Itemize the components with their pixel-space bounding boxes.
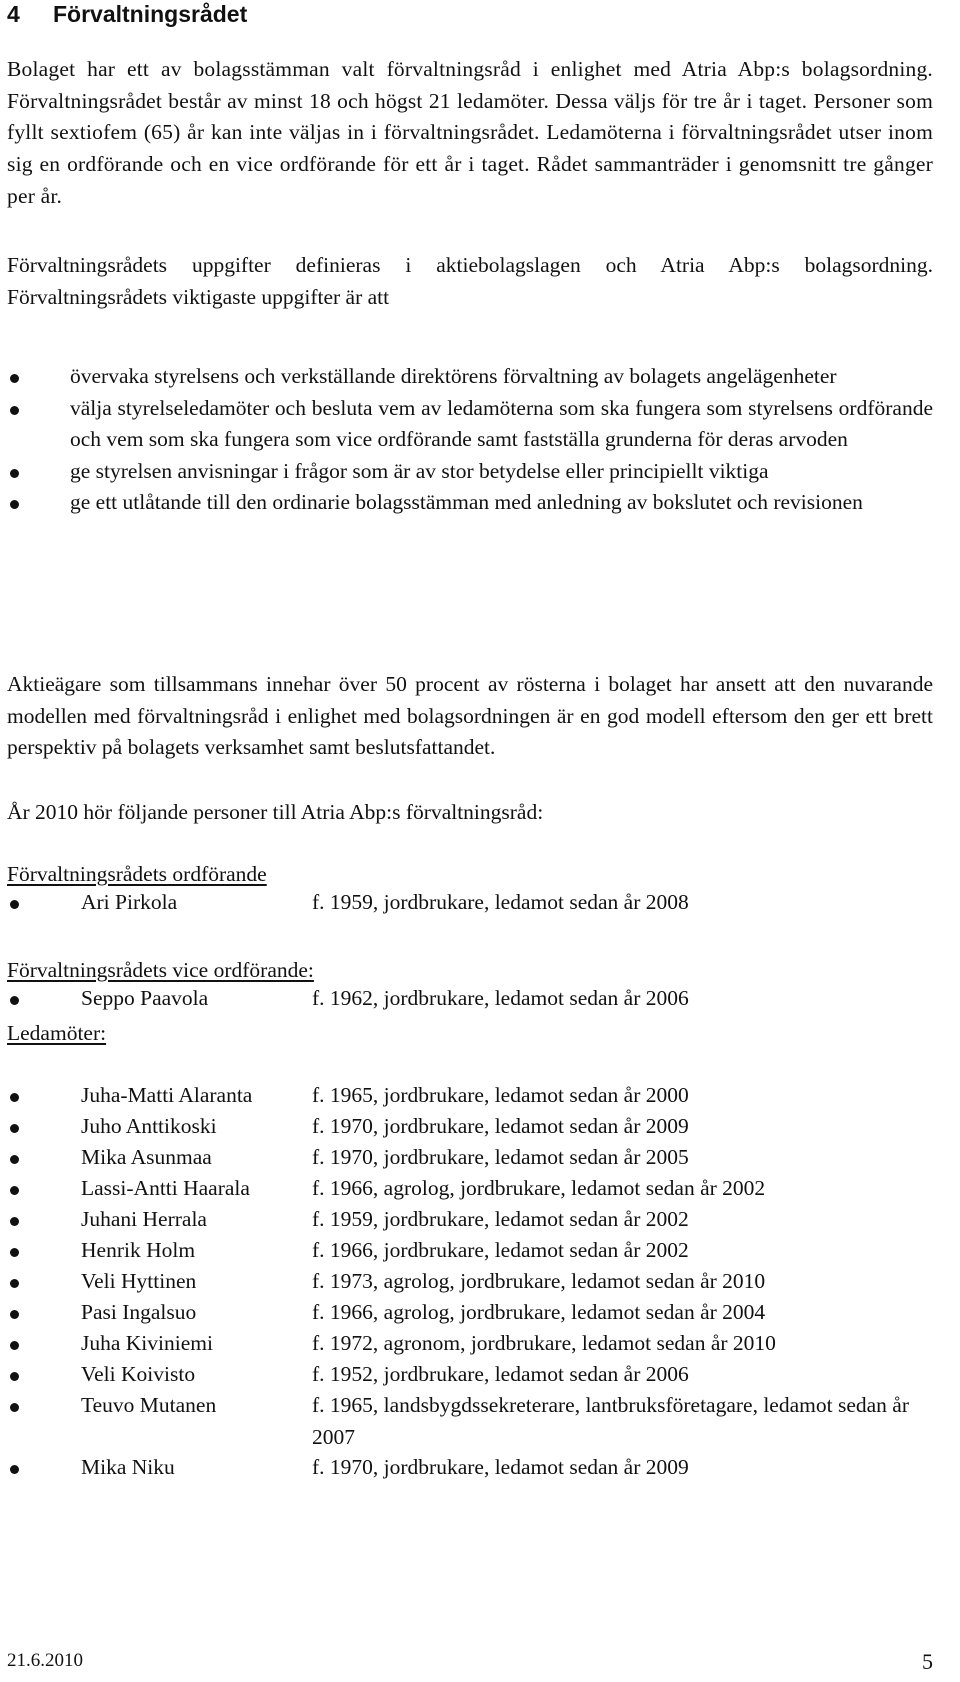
bullet-icon [10,1155,19,1164]
person-name: Veli Hyttinen [81,1269,197,1293]
person-description: f. 1966, jordbrukare, ledamot sedan år 2002 [312,1238,689,1262]
duties-list [7,361,933,519]
person-name: Ari Pirkola [81,890,178,914]
person-description: f. 1966, agrolog, jordbrukare, ledamot sedan år 2002 [312,1176,766,1200]
member-row [7,1266,933,1298]
bullet-icon [10,1124,19,1133]
bullet-icon [10,1248,19,1257]
paragraph-members-intro: År 2010 hör följande personer till Atria Abp:s förvaltningsråd: [7,800,544,824]
member-row [7,1328,933,1360]
member-row [7,1359,933,1391]
member-row [7,1142,933,1174]
person-name: Juho Anttikoski [81,1114,217,1138]
chair-heading: Förvaltningsrådets ordförande [7,862,267,886]
member-row [7,1111,933,1143]
member-row [7,1390,933,1454]
person-name: Mika Niku [81,1455,175,1479]
section-heading [7,0,247,28]
bullet-icon [10,1341,19,1350]
person-description: f. 1972, agronom, jordbrukare, ledamot sedan år 2010 [312,1331,776,1355]
footer-date: 21.6.2010 [7,1650,83,1671]
bullet-icon [10,1279,19,1288]
person-description: f. 1959, jordbrukare, ledamot sedan år 2008 [312,890,689,914]
page-number: 5 [922,1649,933,1674]
section-number: 4 [7,1,20,27]
member-row [7,1204,933,1236]
bullet-icon [10,1403,19,1412]
person-description: f. 1959, jordbrukare, ledamot sedan år 2002 [312,1207,689,1231]
members-heading: Ledamöter: [7,1021,107,1045]
paragraph-board-composition: Bolaget har ett av bolagsstämman valt förvaltningsråd i enlighet med Atria Abp:s bolagsordning. Förvaltningsrådet består av minst 18 och högst 21 ledamöter. Dessa väljs för tre år i taget. Personer som fyllt sextiofem (65) år kan inte väljas in i förvaltningsrådet. Ledamöterna i förvaltningsrådet utser inom sig en ordförande och en vice ordförande för ett år i taget. Rådet sammanträder i genomsnitt tre gånger per år. [7,57,933,208]
member-row [7,1235,933,1267]
person-name: Juhani Herrala [81,1207,207,1231]
list-item: ge styrelsen anvisningar i frågor som är av stor betydelse eller principiellt viktiga [7,456,933,488]
person-name: Lassi-Antti Haarala [81,1176,250,1200]
person-name: Veli Koivisto [81,1362,196,1386]
person-description: f. 1966, agrolog, jordbrukare, ledamot sedan år 2004 [312,1300,766,1324]
vice-chair-row [7,983,933,1015]
bullet-icon [10,996,19,1005]
person-description: f. 1973, agrolog, jordbrukare, ledamot sedan år 2010 [312,1269,766,1293]
section-title: Förvaltningsrådet [53,1,248,27]
paragraph-shareholders: Aktieägare som tillsammans innehar över 50 procent av rösterna i bolaget har ansett att den nuvarande modellen med förvaltningsråd i enlighet med bolagsordningen är en god modell eftersom den ger ett brett perspektiv på bolagets verksamhet samt beslutsfattandet. [7,672,933,760]
member-row [7,1452,933,1484]
person-description: f. 1970, jordbrukare, ledamot sedan år 2009 [312,1114,689,1138]
person-name: Seppo Paavola [81,986,209,1010]
bullet-icon [10,1093,19,1102]
person-name: Juha Kiviniemi [81,1331,213,1355]
person-description: f. 1970, jordbrukare, ledamot sedan år 2009 [312,1455,689,1479]
person-name: Pasi Ingalsuo [81,1300,197,1324]
bullet-icon [10,1372,19,1381]
paragraph-duties-intro: Förvaltningsrådets uppgifter definieras i aktiebolagslagen och Atria Abp:s bolagsordning. Förvaltningsrådets viktigaste uppgifter är att [7,253,933,309]
person-description: f. 1965, jordbrukare, ledamot sedan år 2000 [312,1083,689,1107]
person-description: f. 1965, landsbygdssekreterare, lantbruksföretagare, ledamot sedan år 2007 [312,1393,909,1449]
member-row [7,1080,933,1112]
chair-row [7,887,933,919]
vice-chair-heading: Förvaltningsrådets vice ordförande: [7,958,314,982]
member-row [7,1297,933,1329]
person-name: Mika Asunmaa [81,1145,212,1169]
list-item: ge ett utlåtande till den ordinarie bolagsstämman med anledning av bokslutet och revisionen [7,487,933,519]
member-row [7,1173,933,1205]
person-name: Teuvo Mutanen [81,1393,217,1417]
bullet-icon [10,1310,19,1319]
person-description: f. 1952, jordbrukare, ledamot sedan år 2006 [312,1362,689,1386]
bullet-icon [10,1186,19,1195]
person-name: Henrik Holm [81,1238,196,1262]
person-description: f. 1962, jordbrukare, ledamot sedan år 2006 [312,986,689,1010]
bullet-icon [10,1465,19,1474]
list-item: välja styrelseledamöter och besluta vem av ledamöterna som ska fungera som styrelsens ordförande och vem som ska fungera som vice ordförande samt fastställa grunderna för deras arvoden [7,393,933,456]
bullet-icon [10,900,19,909]
person-description: f. 1970, jordbrukare, ledamot sedan år 2005 [312,1145,689,1169]
list-item: övervaka styrelsens och verkställande direktörens förvaltning av bolagets angelägenheter [7,361,933,393]
bullet-icon [10,1217,19,1226]
person-name: Juha-Matti Alaranta [81,1083,253,1107]
